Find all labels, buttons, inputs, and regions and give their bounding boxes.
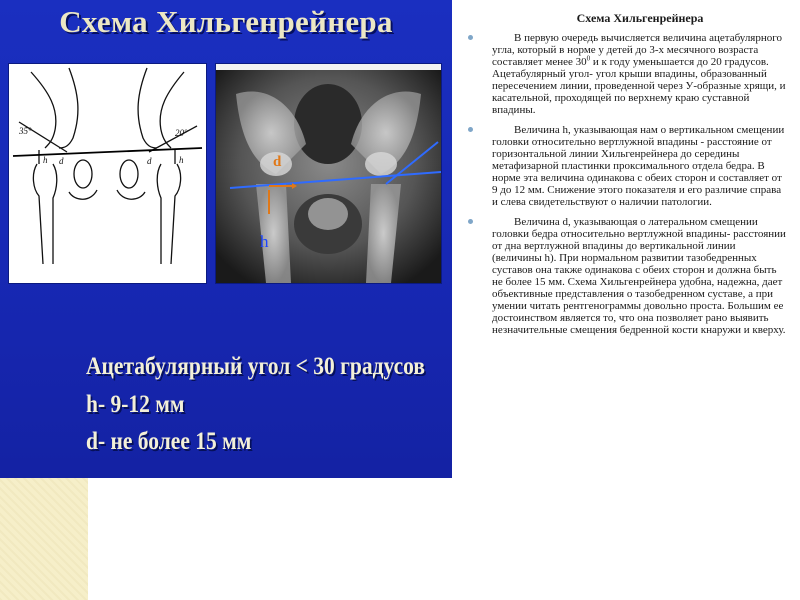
ischium-left — [69, 190, 97, 199]
pelvis-xray-image — [215, 63, 442, 284]
pelvis-left-inner — [59, 68, 78, 148]
femoral-head-left — [74, 160, 92, 188]
list-item — [464, 124, 786, 208]
notes-title: Схема Хильгенрейнера — [576, 11, 704, 25]
femur-left — [33, 164, 56, 264]
hilgenreiner-line — [13, 148, 202, 156]
bullet-icon — [468, 35, 473, 40]
angle-right-label: 20° — [175, 128, 188, 138]
xray-d-label: d — [273, 154, 282, 170]
xray-h-label: h — [260, 232, 269, 251]
d-value-text: d- не более 15 мм — [86, 428, 252, 455]
note-h-value: Величина h, указывающая нам о вертикальном смещении головки относительно вертлужной впадины - расстояние от горизонтальной линии Хильгенрейнера до середины метафизарной пластинки проксимального отдела бедра. В норме эта величина одинакова с обеих сторон и составляет от 9 до 12 мм. Снижение этого показателя и его различие справа и слева свидетельствуют о наличии патологии. — [492, 124, 785, 208]
diagram-drawing — [9, 64, 206, 283]
pelvis-right-inner — [138, 68, 157, 148]
h-right-label: h — [179, 155, 184, 165]
note-text: и к году уменьшается до 20 градусов. Ацетабулярный угол- угол крыши впадины, образованный пересечением линии, проведенной через У-образные хрящи, и касательной, проходящей по верхнему краю суставной впадины. — [492, 56, 786, 116]
notes-column — [464, 12, 786, 344]
d-right-label: d — [147, 156, 152, 166]
h-left-label: h — [43, 155, 48, 165]
angle-left-label: 35° — [19, 126, 32, 136]
ischium-right — [117, 190, 145, 199]
h-value-text: h- 9-12 мм — [86, 391, 185, 418]
degree-superscript: 0 — [586, 54, 591, 63]
list-item — [464, 216, 786, 336]
note-d-value: Величина d, указывающая о латеральном смещении головки бедра относительно вертлужной впадины- расстоянии от дна вертлужной впадины до вертикальной линии (величины h). При нормальном развитии тазобедренных суставов она также одинакова с обеих сторон и должна быть не более 15 мм. Схема Хильгенрейнера удобна, надежна, дает объективные представления о тазобедренном суставе, а при умении читать рентгенограммы довольно проста. Большим ее достоинством является то, что она позволяет рано выявить незначительные смещения бедренной кости кнаружи и кверху. — [492, 216, 786, 336]
notes-list — [464, 32, 786, 336]
slide-panel — [0, 0, 452, 478]
slide-title: Схема Хильгенрейнера — [59, 4, 393, 39]
femur-right — [157, 164, 180, 264]
hilgenreiner-diagram — [8, 63, 207, 284]
list-item — [464, 32, 786, 116]
note-text: В первую очередь вычисляется величина ацетабулярного угла, который в норме у детей до 3-х месячного возраста составляет менее 30 — [492, 32, 782, 68]
femoral-head-right — [120, 160, 138, 188]
corner-decoration — [0, 478, 88, 600]
xray-drawing — [216, 64, 441, 283]
bullet-icon — [468, 127, 473, 132]
d-left-label: d — [59, 156, 64, 166]
note-acetabular-angle — [492, 32, 786, 116]
acetabular-angle-text: Ацетабулярный угол < 30 градусов — [86, 353, 425, 380]
bullet-icon — [468, 219, 473, 224]
